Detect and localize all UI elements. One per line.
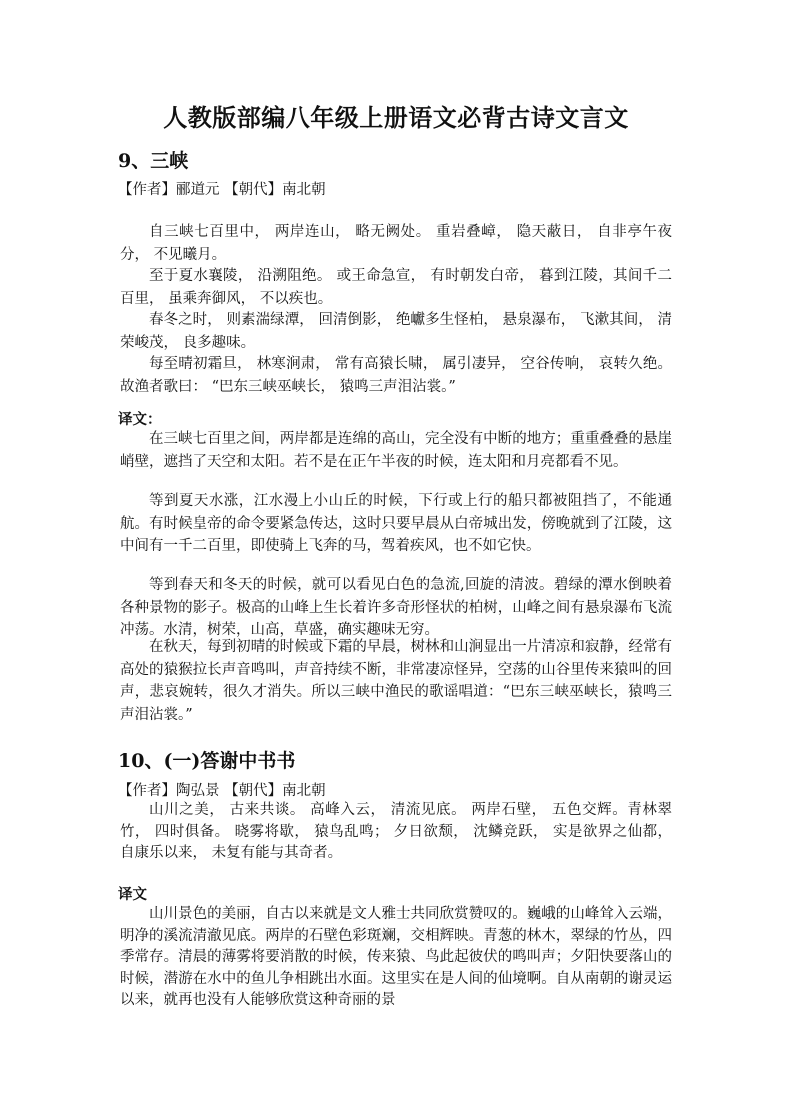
author-dynasty-line: 【作者】郦道元 【朝代】南北朝 bbox=[118, 182, 326, 198]
original-paragraph: 春冬之时， 则素湍绿潭， 回清倒影， 绝巘多生怪柏， 悬泉瀑布， 飞漱其间， 清荣峻茂， 良多趣味。 bbox=[120, 312, 672, 351]
translation-paragraph: 在秋天，每到初晴的时候或下霜的早晨，树林和山涧显出一片清凉和寂静，经常有高处的猿猴拉长声音鸣叫，声音持续不断，非常凄凉怪异，空荡的山谷里传来猿叫的回声，悲哀婉转，很久才消失。所以三峡中渔民的歌谣唱道：“巴东三峡巫峡长，猿鸣三声泪沾裳。” bbox=[120, 639, 672, 723]
author-dynasty-line: 【作者】陶弘景 【朝代】南北朝 bbox=[118, 783, 326, 799]
document-title: 人教版部编八年级上册语文必背古诗文言文 bbox=[163, 103, 629, 132]
translation-label: 译文： bbox=[118, 411, 162, 428]
translation-paragraph: 等到夏天水涨，江水漫上小山丘的时候，下行或上行的船只都被阻挡了，不能通航。有时候皇帝的命令要紧急传达，这时只要早晨从白帝城出发，傍晚就到了江陵，这中间有一千二百里，即使骑上飞奔的马，驾着疾风，也不如它快。 bbox=[120, 493, 672, 555]
translation-paragraph: 等到春天和冬天的时候，就可以看见白色的急流,回旋的清波。碧绿的潭水倒映着各种景物的影子。极高的山峰上生长着许多奇形怪状的柏树，山峰之间有悬泉瀑布飞流冲荡。水清，树荣，山高，草盛，确实趣味无穷。 bbox=[120, 577, 672, 639]
translation-paragraph: 在三峡七百里之间，两岸都是连绵的高山，完全没有中断的地方；重重叠叠的悬崖 峭壁，遮挡了天空和太阳。若不是在正午半夜的时候，连太阳和月亮都看不见。 bbox=[120, 431, 672, 470]
translation-label: 译文 bbox=[118, 886, 147, 903]
section-heading-sanxia: 9、三峡 bbox=[118, 150, 189, 172]
original-paragraph: 至于夏水襄陵， 沿溯阻绝。 或王命急宣， 有时朝发白帝， 暮到江陵，其间千二百里， 虽乘奔御风， 不以疾也。 bbox=[120, 268, 672, 307]
original-paragraph: 每至晴初霜旦， 林寒涧肃， 常有高猿长啸， 属引凄异， 空谷传响， 哀转久绝。 故渔者歌曰： “巴东三峡巫峡长， 猿鸣三声泪沾裳。” bbox=[120, 356, 672, 395]
original-paragraph: 自三峡七百里中， 两岸连山， 略无阙处。 重岩叠嶂， 隐天蔽日， 自非亭午夜分， 不见曦月。 bbox=[120, 224, 672, 263]
translation-paragraph: 山川景色的美丽，自古以来就是文人雅士共同欣赏赞叹的。巍峨的山峰耸入云端，明净的溪流清澈见底。两岸的石壁色彩斑斓，交相辉映。青葱的林木，翠绿的竹丛，四季常存。清晨的薄雾将要消散的时候，传来猿、鸟此起彼伏的鸣叫声；夕阳快要落山的时候，潜游在水中的鱼儿争相跳出水面。这里实在是人间的仙境啊。自从南朝的谢灵运以来，就再也没有人能够欣赏这种奇丽的景 bbox=[120, 906, 672, 1008]
original-paragraph: 山川之美， 古来共谈。 高峰入云， 清流见底。 两岸石壁， 五色交辉。青林翠竹， 四时俱备。 晓雾将歇， 猿鸟乱鸣； 夕日欲颓， 沈鳞竞跃， 实是欲界之仙都， 自康乐以来， 未复有能与其奇者。 bbox=[120, 802, 672, 861]
section-heading-daxie: 10、(一)答谢中书书 bbox=[118, 750, 296, 772]
